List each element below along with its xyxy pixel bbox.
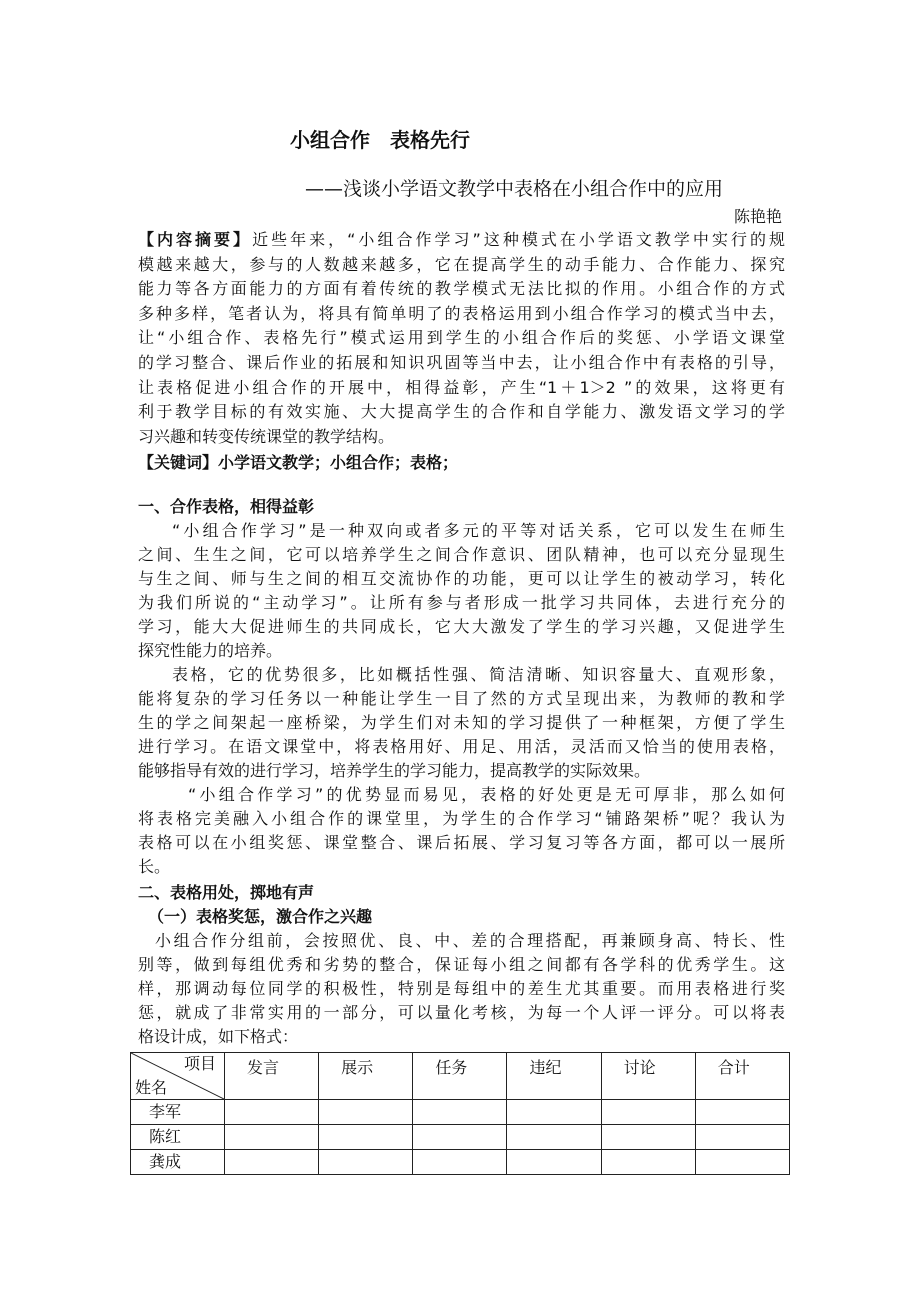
abstract-text: 能力等各方面能力的方面有着传统的教学模式无法比拟的作用。小组合作的方式 [138,279,785,299]
score-table [130,1052,790,1175]
table-row [131,1125,790,1150]
abstract-line [138,351,785,376]
column-header-label: 合计 [717,1058,750,1077]
paragraph-line: 进行学习。在语文课堂中，将表格用好、用足、用活，灵活而又恰当的使用表格， [138,737,785,756]
column-header [319,1053,413,1100]
abstract-line [138,277,785,302]
abstract-text: 近些年来，“小组合作学习”这种模式在小学语文教学中实行的规 [252,230,785,249]
score-cell [319,1100,413,1125]
corner-cell [131,1053,225,1100]
score-cell [601,1100,695,1125]
paragraph-line: 能够指导有效的进行学习，培养学生的学习能力，提高教学的实际效果。 [138,761,651,780]
paragraph-line: 学习，能大大促进师生的共同成长，它大大激发了学生的学习兴趣，又促进学生 [138,617,785,636]
paragraph-line: 与生之间、师与生之间的相互交流协作的功能，更可以让学生的被动学习，转化 [138,569,785,588]
paragraph-line: 格设计成，如下格式： [138,1027,299,1046]
score-cell [695,1100,789,1125]
paragraph [138,663,785,783]
section-2-subheading: （一）表格奖惩，激合作之兴趣 [148,907,373,926]
score-cell [225,1125,319,1150]
score-cell [507,1150,601,1175]
score-cell [225,1150,319,1175]
paragraph-line: 将表格完美融入小组合作的课堂里，为学生的合作学习“铺路架桥”呢？我认为 [138,809,785,828]
column-header-label: 展示 [341,1058,374,1077]
score-cell [695,1125,789,1150]
column-header [225,1053,319,1100]
paragraph-line: 别等，做到每组优秀和劣势的整合，保证每小组之间都有各学科的优秀学生。这 [138,955,785,974]
table-row [131,1100,790,1125]
score-cell [413,1100,507,1125]
section-1-heading: 一、合作表格，相得益彰 [138,497,315,516]
abstract-text: 让“小组合作、表格先行”模式运用到学生的小组合作后的奖惩、小学语文课堂 [138,328,785,348]
abstract-text: 让表格促进小组合作的开展中，相得益彰，产生“1＋1＞2 ”的效果，这将更有 [138,377,785,397]
paragraph-line: 惩，就成了非常实用的一部分，可以量化考核，为每一个人评一评分。可以将表 [138,1003,785,1022]
paragraph-line: “小组合作学习”是一种双向或者多元的平等对话关系，它可以发生在师生 [172,521,785,540]
score-cell [319,1125,413,1150]
score-cell [413,1125,507,1150]
score-cell [695,1150,789,1175]
keywords-text: 小学语文教学；小组合作；表格； [218,453,459,472]
score-cell [507,1125,601,1150]
abstract-line [138,376,785,401]
column-header-label: 违纪 [529,1058,562,1077]
abstract-text: 多种多样，笔者认为，将具有简单明了的表格运用到小组合作学习的模式当中去， [138,303,785,323]
document-title: 小组合作 表格先行 [290,128,470,152]
author: 陈艳艳 [733,207,782,226]
section-2 [138,881,785,1049]
abstract-text: 模越来越大，参与的人数越来越多，它在提高学生的动手能力、合作能力、探究 [138,254,785,274]
name-cell [131,1100,225,1125]
score-cell [319,1150,413,1175]
abstract-line [138,326,785,351]
paragraph-line: 能将复杂的学习任务以一种能让学生一目了然的方式呈现出来，为教师的教和学 [138,689,785,708]
abstract-text: 的学习整合、课后作业的拓展和知识巩固等当中去，让小组合作中有表格的引导， [138,352,785,372]
column-header-label: 发言 [247,1058,280,1077]
score-cell [507,1100,601,1125]
score-cell [225,1100,319,1125]
name-cell [131,1150,225,1175]
paragraph-line: 为我们所说的“主动学习”。让所有参与者形成一批学习共同体，去进行充分的 [138,593,785,612]
table-row [131,1150,790,1175]
column-header [601,1053,695,1100]
document-subtitle: ——浅谈小学语文教学中表格在小组合作中的应用 [305,178,724,200]
paragraph-line: 生的学之间架起一座桥梁，为学生们对未知的学习提供了一种框架，方便了学生 [138,713,785,732]
table-header-row [131,1053,790,1100]
paragraph-line: 表格，它的优势很多，比如概括性强、简洁清晰、知识容量大、直观形象， [172,665,785,684]
corner-bottom-label: 姓名 [135,1078,168,1097]
paragraph-line: 长。 [138,857,171,876]
score-cell [601,1125,695,1150]
paragraph [138,519,785,663]
keywords [138,451,785,476]
abstract [138,228,785,449]
abstract-line [138,302,785,327]
paragraph-line: 探究性能力的培养。 [138,641,283,660]
paragraph-line: 表格可以在小组奖惩、课堂整合、课后拓展、学习复习等各方面，都可以一展所 [138,833,785,852]
abstract-line [138,228,785,253]
abstract-line [138,425,785,450]
keywords-label: 【关键词】 [138,453,219,472]
corner-top-label: 项目 [183,1054,216,1073]
paragraph [138,783,785,879]
student-name: 陈红 [149,1127,182,1146]
column-header [507,1053,601,1100]
column-header-label: 讨论 [623,1058,656,1077]
section-1 [138,495,785,879]
paragraph-line: 之间、生生之间，它可以培养学生之间合作意识、团队精神，也可以充分显现生 [138,545,785,564]
column-header [695,1053,789,1100]
abstract-text: 利于教学目标的有效实施、大大提高学生的合作和自学能力、激发语文学习的学 [138,402,785,422]
section-2-heading: 二、表格用处，掷地有声 [138,883,315,902]
abstract-line [138,253,785,278]
paragraph-line: “小组合作学习”的优势显而易见，表格的好处更是无可厚非，那么如何 [188,785,785,804]
score-cell [413,1150,507,1175]
student-name: 龚成 [149,1152,182,1171]
abstract-line [138,400,785,425]
column-header [413,1053,507,1100]
abstract-label: 【内容摘要】 [138,230,253,249]
paragraph-line: 小组合作分组前，会按照优、良、中、差的合理搭配，再兼顾身高、特长、性 [155,931,785,950]
score-cell [601,1150,695,1175]
student-name: 李军 [149,1102,182,1121]
name-cell [131,1125,225,1150]
abstract-text: 习兴趣和转变传统课堂的教学结构。 [138,426,395,446]
column-header-label: 任务 [435,1058,468,1077]
paragraph-line: 样，那调动每位同学的积极性，特别是每组中的差生尤其重要。而用表格进行奖 [138,979,785,998]
